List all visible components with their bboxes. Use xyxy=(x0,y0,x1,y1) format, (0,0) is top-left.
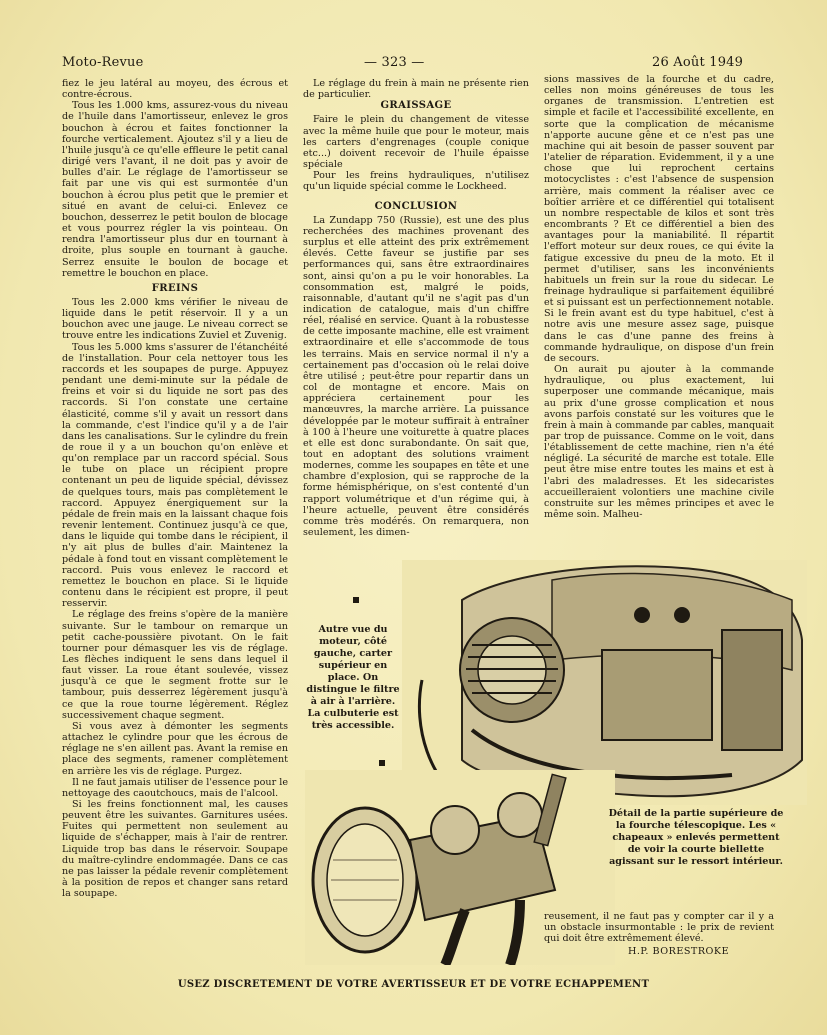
paragraph: Si vous avez à démonter les segments attachez le cylindre pour que les écrous de réglage ne s'en aillent pas. Avant la remise en place des segments, ramener complètement en arrière les vis de réglage. Purgez. xyxy=(62,720,288,777)
magazine-title: Moto-Revue xyxy=(62,55,144,70)
text-column-3 xyxy=(544,74,774,520)
section-heading-conclusion: CONCLUSION xyxy=(374,200,458,212)
section-heading-freins: FREINS xyxy=(151,282,199,294)
caption-marker xyxy=(353,597,359,603)
section-heading-graissage: GRAISSAGE xyxy=(380,100,452,112)
paragraph: reusement, il ne faut pas y compter car il y a un obstacle insurmontable : le prix de revient qui doit être extrêmement élevé. xyxy=(544,911,774,945)
paragraph: Tous les 2.000 kms vérifier le niveau de liquide dans le petit réservoir. Il y a un bouchon avec une jauge. Le niveau correct se trouve entre les indications Zuviel et Zuvenig. xyxy=(62,296,288,342)
text-column-3-end xyxy=(544,911,774,944)
paragraph: La Zundapp 750 (Russie), est une des plus recherchées des machines provenant des surplus et elle atteint des prix extrêmement élevés. Cette faveur se justifie par ses performances qui, sans être extraordinaires sont, ainsi qu'on a pu le voir honorables. La consommation est, malgré le poids, raisonnable, d'autant qu'il ne s'agit pas d'un indication de catalogue, mais d'un chiffre réel, réalisé en service. Quant à la robustesse de cette imposante machine, elle est vraiment extraordinaire et elle s'accommode de tous les terrains. Mais en service normal il n'y a certainement pas d'occasion où le relai doive être utilisé ; peut-être pour repartir dans un col de montagne et encore. Mais on appréciera certainement pour les manœuvres, la marche arrière. La puissance développée par le moteur suffirait à entraîner à 100 à l'heure une voiturette à quatre places et elle est donc surabondante. On sait que, tout en adoptant des solutions vraiment modernes, comme les soupapes en tête et une chambre d'explosion, qui se rapproche de la forme hémisphérique, on s'est contenté d'un rapport volumétrique et d'un régime qui, à l'heure actuelle, peuvent être considérés comme très modérés. On remarquera, non seulement, les dimen- xyxy=(303,214,529,539)
text-column-1 xyxy=(62,78,288,899)
fork-caption: Détail de la partie supérieure de la fourche télescopique. Les « chapeaux » enlevés permettent de voir la courte biellette agissant sur le ressort intérieur. xyxy=(608,808,784,867)
engine-caption: Autre vue du moteur, côté gauche, carter supérieur en place. On distingue le filtre à air à l'arrière. La culbuterie est très accessible. xyxy=(306,624,400,731)
paragraph: Pour les freins hydrauliques, n'utilisez qu'un liquide spécial comme le Lockheed. xyxy=(303,170,529,193)
paragraph: Le réglage du frein à main ne présente rien de particulier. xyxy=(303,78,529,101)
paragraph: Tous les 5.000 kms s'assurer de l'étanchéité de l'installation. Pour cela nettoyer tous les raccords et les soupapes de purge. Appuyez pendant une demi-minute sur la pédale de freins et voir si du liquide ne sort pas des raccords. Si l'on constate une certaine élasticité, comme s'il y avait un ressort dans la commande, c'est l'indice qu'il y a de l'air dans les canalisations. Sur le cylindre du frein de roue il y a un bouchon qu'on enlève et qu'on remplace par un raccord spécial. Sous le tube on place un récipient propre contenant un peu de liquide spécial, dévissez de quelques tours, mais pas complètement le raccord. Appuyez énergiquement sur la pédale de frein mais en la laissant chaque fois revenir lentement. Continuez jusqu'à ce que, dans le liquide qui tombe dans le récipient, il n'y ait plus de bulles d'air. Maintenez la pédale à fond tout en vissant complètement le raccord. Puis vous enlevez le raccord et remettez le bouchon en place. Si le liquide contenu dans le récipient est propre, il peut resservir. xyxy=(62,341,288,610)
paragraph: On aurait pu ajouter à la commande hydraulique, ou plus exactement, lui superposer une commande mécanique, mais au prix d'une grosse complication et nous avons parfois constaté sur les voitures que le frein à main à commande par cables, manquait par trop de puissance. Comme on le voit, dans l'établissement de cette machine, rien n'a été négligé. La sécurité de marche est totale. Elle peut être mise entre toutes les mains et est à l'abri des maladresses. Et les sidecaristes accueilleraient volontiers une machine civile construite sur les mêmes principes et avec le même soin. Malheu- xyxy=(544,364,774,521)
author-signature: H.P. BORESTROKE xyxy=(628,946,730,957)
caption-marker xyxy=(379,760,385,766)
paragraph: Si les freins fonctionnent mal, les causes peuvent être les suivantes. Garnitures usées. Fuites qui permettent non seulement au liquide de s'échapper, mais à l'air de rentrer. Liquide trop bas dans le réservoir. Soupape du maître-cylindre endommagée. Dans ce cas ne pas laisser la pédale revenir complètement à la position de repos et changer sans retard la soupape. xyxy=(62,799,288,900)
issue-date: 26 Août 1949 xyxy=(652,55,744,70)
paragraph: Tous les 1.000 kms, assurez-vous du niveau de l'huile dans l'amortisseur, enlevez le gros bouchon à écrou et faites fonctionner la fourche verticalement. Ajoutez s'il y a lieu de l'huile jusqu'à ce qu'elle effleure le petit canal dirigé vers l'avant, il ne doit pas y avoir de bulles d'air. Le réglage de l'amortisseur se fait par une vis qui est surmontée d'un bouchon à écrou plus petit que le premier et situé en avant de celui-ci. Enlevez ce bouchon, desserrez le petit boulon de blocage et vous pourrez régler la vis pointeau. On rendra l'amortisseur plus dur en tournant à droite, plus souple en tournant à gauche. Serrez ensuite le boulon de bocage et remettre le bouchon en place. xyxy=(62,100,288,279)
paragraph: Il ne faut jamais utiliser de l'essence pour le nettoyage des caoutchoucs, mais de l'alcool. xyxy=(62,776,288,799)
engine-illustration xyxy=(402,560,807,805)
paragraph: Faire le plein du changement de vitesse avec la même huile que pour le moteur, mais les carters d'engrenages (couple conique etc...) doivent recevoir de l'huile épaisse spéciale xyxy=(303,114,529,171)
paragraph: sions massives de la fourche et du cadre, celles non moins généreuses de tous les organes de transmission. L'entretien est simple et facile et l'accessibilité excellente, en sorte que la complication de mécanisme n'apporte aucune gêne et ce n'est pas une machine qui ait besoin de passer souvent par l'atelier de réparation. Evidemment, il y a une chose que lui reprochent certains motocyclistes : c'est l'absence de suspension arrière, mais comment la réaliser avec ce boîtier arrière et ce différentiel qui totalisent un nombre respectable de kilos et sont très encombrants ? Et ce différentiel a bien des avantages pour la maniabilité. Il répartit l'effort moteur sur deux roues, ce qui évite la fatigue excessive du pneu de la moto. Et il permet d'utiliser, sans les inconvénients habituels un frein sur la roue du sidecar. Le freinage hydraulique si parfaitement équilibré et si puissant est un perfectionnement notable. Si le frein avant est du type habituel, c'est à notre avis une mesure assez sage, puisque dans le cas d'une panne des freins à commande hydraulique, on dispose d'un frein de secours. xyxy=(544,74,774,364)
paragraph: fiez le jeu latéral au moyeu, des écrous et contre-écrous. xyxy=(62,78,288,101)
text-column-2 xyxy=(303,78,529,538)
footer-slogan: USEZ DISCRETEMENT DE VOTRE AVERTISSEUR ET DE VOTRE ECHAPPEMENT xyxy=(177,979,650,990)
page-number: — 323 — xyxy=(364,55,425,70)
paragraph: Le réglage des freins s'opère de la manière suivante. Sur le tambour on remarque un petit cache-poussière pivotant. On le fait tourner pour démasquer les vis de réglage. Les flèches indiquent le sens dans lequel il faut visser. La roue étant soulevée, vissez jusqu'à ce que le segment frotte sur le tambour, puis desserrez légèrement jusqu'à ce que la roue tourne légèrement. Réglez successivement chaque segment. xyxy=(62,609,288,721)
